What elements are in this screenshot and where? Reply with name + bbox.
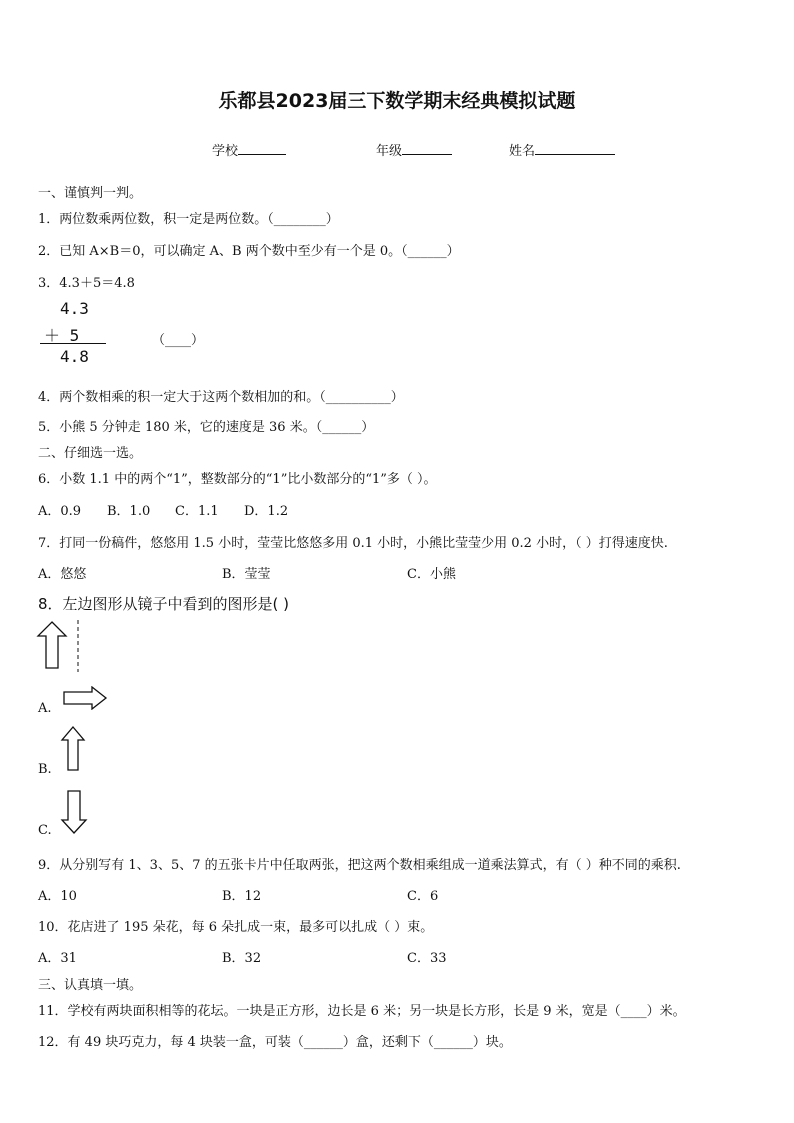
section-1-heading: 一、谨慎判一判。 (38, 186, 143, 201)
question-8: 8．左边图形从镜子中看到的图形是( ) (38, 595, 290, 613)
grade-label: 年级 (376, 144, 403, 159)
vertical-line (40, 343, 106, 344)
q7-option-c[interactable]: C．小熊 (407, 567, 456, 582)
q8-option-b[interactable]: B. (38, 762, 52, 777)
q9-option-c[interactable]: C．6 (407, 889, 439, 904)
right-arrow-icon (62, 686, 108, 710)
page-title: 乐都县2023届三下数学期末经典模拟试题 (218, 90, 576, 112)
down-arrow-icon (60, 789, 88, 835)
name-field (509, 140, 615, 159)
q10-option-b[interactable]: B．32 (222, 951, 262, 966)
up-arrow-figure-icon (36, 620, 86, 672)
q10-option-a[interactable]: A．31 (38, 951, 77, 966)
vertical-answer-paren: （____） (152, 333, 205, 348)
question-4: 4．两个数相乘的积一定大于这两个数相加的和。（__________） (38, 390, 404, 405)
q6-option-d[interactable]: D．1.2 (244, 504, 289, 519)
question-6: 6．小数 1.1 中的两个“1”，整数部分的“1”比小数部分的“1”多（ ）。 (38, 472, 437, 487)
school-field (212, 140, 286, 159)
vertical-result: 4.8 (60, 347, 89, 366)
section-2-heading: 二、仔细选一选。 (38, 446, 143, 461)
question-2: 2．已知 A×B＝0，可以确定 A、B 两个数中至少有一个是 0。（______） (38, 244, 460, 259)
q8-option-c[interactable]: C. (38, 823, 52, 838)
section-3-heading: 三、认真填一填。 (38, 978, 143, 993)
school-blank[interactable] (238, 141, 286, 155)
question-7: 7．打同一份稿件，悠悠用 1.5 小时，莹莹比悠悠多用 0.1 小时，小熊比莹莹少用 0.2 小时，（ ）打得速度快. (38, 536, 668, 551)
vertical-addend: ＋ 5 (44, 326, 80, 345)
question-9: 9．从分别写有 1、3、5、7 的五张卡片中任取两张，把这两个数相乘组成一道乘法算式，有（ ）种不同的乘积. (38, 858, 681, 873)
name-label: 姓名 (509, 144, 536, 159)
q6-option-a[interactable]: A．0.9 (38, 504, 82, 519)
question-1: 1．两位数乘两位数，积一定是两位数。（________） (38, 212, 339, 227)
q6-option-b[interactable]: B．1.0 (107, 504, 151, 519)
question-11: 11．学校有两块面积相等的花坛。一块是正方形，边长是 6 米；另一块是长方形，长是 9 米，宽是（____）米。 (38, 1004, 686, 1019)
q8-option-a[interactable]: A. (38, 701, 52, 716)
name-blank[interactable] (535, 141, 615, 155)
question-5: 5．小熊 5 分钟走 180 米，它的速度是 36 米。（______） (38, 420, 375, 435)
up-arrow-icon (60, 726, 86, 772)
school-label: 学校 (212, 144, 239, 159)
q7-option-a[interactable]: A．悠悠 (38, 567, 87, 582)
question-3: 3．4.3＋5＝4.8 (38, 276, 135, 291)
question-10: 10．花店进了 195 朵花，每 6 朵扎成一束，最多可以扎成（ ）束。 (38, 920, 434, 935)
q7-option-b[interactable]: B．莹莹 (222, 567, 271, 582)
q9-option-b[interactable]: B．12 (222, 889, 262, 904)
q10-option-c[interactable]: C．33 (407, 951, 447, 966)
question-12: 12．有 49 块巧克力，每 4 块装一盒，可装（______）盒，还剩下（______）块。 (38, 1035, 512, 1050)
grade-blank[interactable] (402, 141, 452, 155)
vertical-top-number: 4.3 (60, 299, 89, 318)
grade-field (376, 140, 452, 159)
q6-option-c[interactable]: C．1.1 (175, 504, 219, 519)
q9-option-a[interactable]: A．10 (38, 889, 77, 904)
